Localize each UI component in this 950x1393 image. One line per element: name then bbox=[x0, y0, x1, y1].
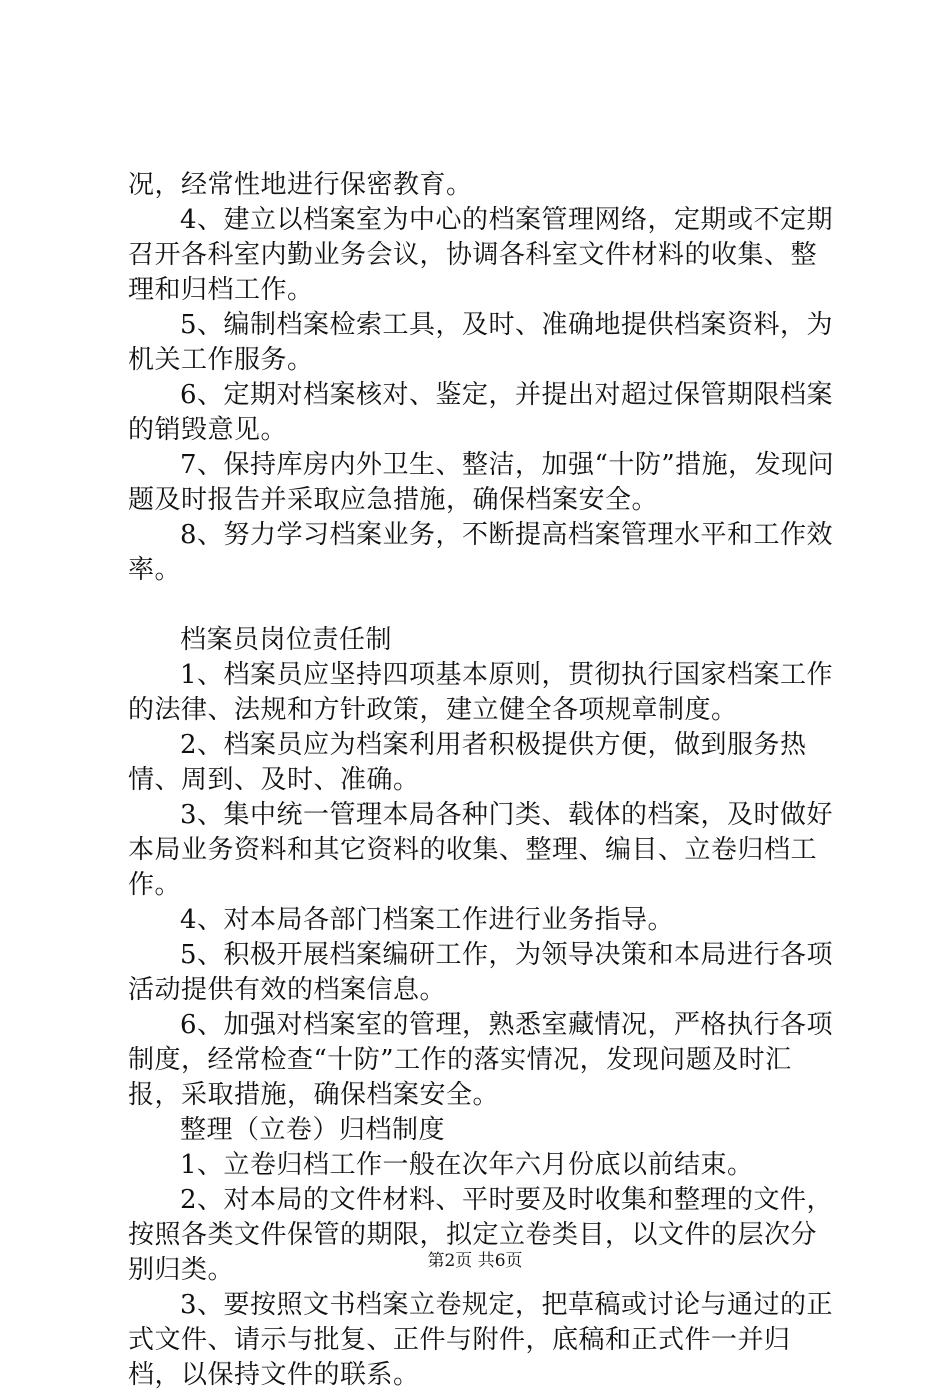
archivist-item-3: 3、集中统一管理本局各种门类、载体的档案，及时做好本局业务资料和其它资料的收集、整理、编目、立卷归档工作。 bbox=[128, 800, 834, 900]
document-body bbox=[128, 168, 836, 1393]
archivist-item-5: 5、积极开展档案编研工作，为领导决策和本局进行各项活动提供有效的档案信息。 bbox=[128, 940, 834, 1005]
paragraph-item-4: 4、建立以档案室为中心的档案管理网络，定期或不定期召开各科室内勤业务会议，协调各科室文件材料的收集、整理和归档工作。 bbox=[128, 205, 834, 305]
paragraph-item-6: 6、定期对档案核对、鉴定，并提出对超过保管期限档案的销毁意见。 bbox=[128, 380, 834, 445]
archivist-item-1: 1、档案员应坚持四项基本原则，贯彻执行国家档案工作的法律、法规和方针政策，建立健全各项规章制度。 bbox=[128, 660, 834, 725]
page-number-footer: 第2页 共6页 bbox=[427, 1251, 523, 1271]
archivist-item-4: 4、对本局各部门档案工作进行业务指导。 bbox=[180, 905, 675, 935]
paragraph-item-5: 5、编制档案检索工具，及时、准确地提供档案资料，为机关工作服务。 bbox=[128, 310, 834, 375]
archivist-item-6: 6、加强对档案室的管理，熟悉室藏情况，严格执行各项制度，经常检查“十防”工作的落实情况，发现问题及时汇报，采取措施，确保档案安全。 bbox=[128, 1010, 834, 1110]
paragraph-item-8: 8、努力学习档案业务，不断提高档案管理水平和工作效率。 bbox=[128, 520, 834, 585]
archivist-item-2: 2、档案员应为档案利用者积极提供方便，做到服务热情、周到、及时、准确。 bbox=[128, 730, 807, 795]
paragraph-item-7: 7、保持库房内外卫生、整洁，加强“十防”措施，发现问题及时报告并采取应急措施，确保档案安全。 bbox=[128, 450, 835, 515]
section-heading-archivist: 档案员岗位责任制 bbox=[180, 625, 393, 655]
section-spacer bbox=[128, 588, 836, 623]
paragraph-continuation: 况，经常性地进行保密教育。 bbox=[128, 170, 473, 200]
filing-item-3: 3、要按照文书档案立卷规定，把草稿或讨论与通过的正式文件、请示与批复、正件与附件，底稿和正式件一并归档，以保持文件的联系。 bbox=[128, 1290, 834, 1390]
filing-item-2: 2、对本局的文件材料、平时要及时收集和整理的文件，按照各类文件保管的期限，拟定立卷类目，以文件的层次分别归类。 bbox=[128, 1185, 834, 1285]
section-heading-filing: 整理（立卷）归档制度 bbox=[180, 1115, 446, 1145]
filing-item-1: 1、立卷归档工作一般在次年六月份底以前结束。 bbox=[180, 1150, 754, 1180]
